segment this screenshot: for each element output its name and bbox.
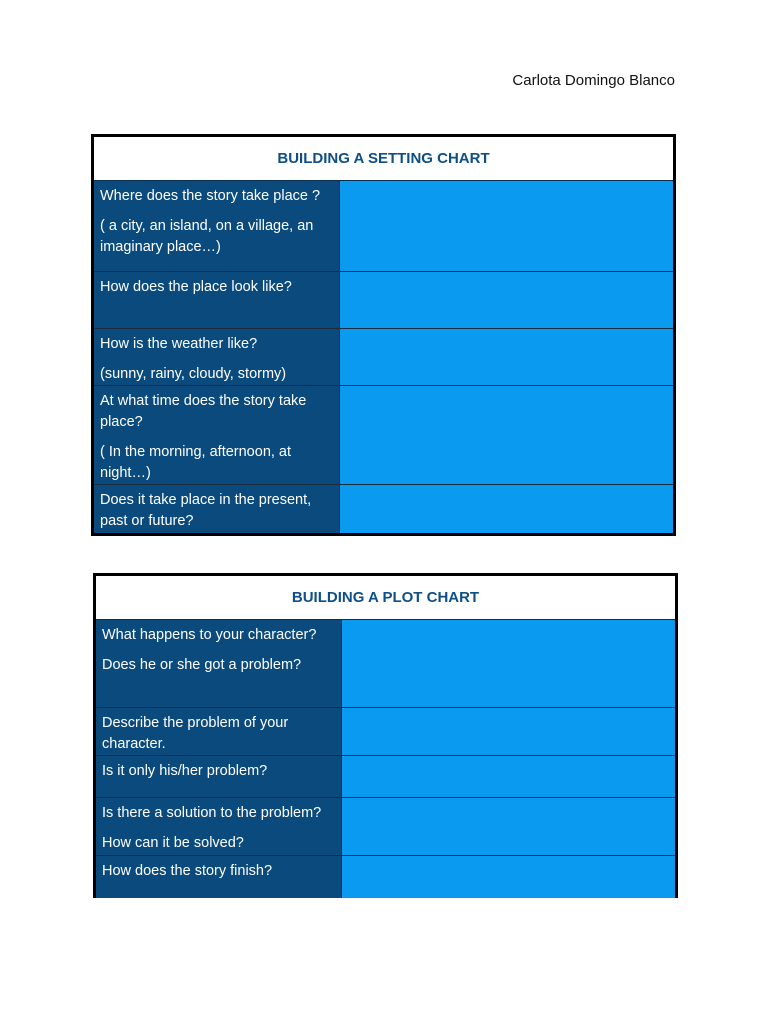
setting-chart-title: BUILDING A SETTING CHART [94, 137, 673, 181]
table-row [94, 329, 673, 386]
table-row [94, 485, 673, 533]
table-row [96, 708, 675, 756]
table-row [94, 386, 673, 485]
table-row [94, 272, 673, 329]
table-row [96, 856, 675, 898]
question-text: At what time does the story take place? [100, 393, 307, 430]
table-row [96, 620, 675, 708]
question-cell [96, 620, 342, 707]
question-cell [96, 798, 342, 855]
question-text: Where does the story take place ? [100, 188, 321, 204]
question-text: How does the place look like? [100, 279, 292, 295]
question-hint: ( a city, an island, on a village, an imaginary place…) [100, 218, 314, 255]
plot-chart-table [93, 573, 678, 898]
question-cell [96, 708, 342, 755]
question-cell [94, 485, 340, 533]
question-cell [96, 856, 342, 898]
question-cell [94, 386, 340, 484]
answer-cell[interactable] [342, 756, 675, 797]
answer-cell[interactable] [342, 620, 675, 707]
question-cell [94, 329, 340, 385]
answer-cell[interactable] [340, 386, 673, 484]
table-row [96, 756, 675, 798]
author-name: Carlota Domingo Blanco [512, 72, 675, 89]
question-text: Does he or she got a problem? [102, 657, 302, 673]
answer-cell[interactable] [340, 272, 673, 328]
question-text: How can it be solved? [102, 835, 244, 851]
question-hint: ( In the morning, afternoon, at night…) [100, 444, 292, 481]
answer-cell[interactable] [342, 708, 675, 755]
answer-cell[interactable] [342, 798, 675, 855]
question-cell [94, 272, 340, 328]
table-row [96, 798, 675, 856]
question-text: What happens to your character? [102, 627, 317, 643]
table-row [94, 181, 673, 272]
question-cell [96, 756, 342, 797]
question-text: Does it take place in the present, past or future? [100, 492, 312, 529]
question-text: Is there a solution to the problem? [102, 805, 322, 821]
plot-chart-title: BUILDING A PLOT CHART [96, 576, 675, 620]
question-cell [94, 181, 340, 271]
question-text: How is the weather like? [100, 336, 258, 352]
question-text: How does the story finish? [102, 863, 273, 879]
setting-chart-table [91, 134, 676, 536]
question-hint: (sunny, rainy, cloudy, stormy) [100, 366, 287, 382]
answer-cell[interactable] [340, 485, 673, 533]
answer-cell[interactable] [342, 856, 675, 898]
answer-cell[interactable] [340, 329, 673, 385]
question-text: Describe the problem of your character. [102, 715, 289, 752]
answer-cell[interactable] [340, 181, 673, 271]
question-text: Is it only his/her problem? [102, 763, 268, 779]
